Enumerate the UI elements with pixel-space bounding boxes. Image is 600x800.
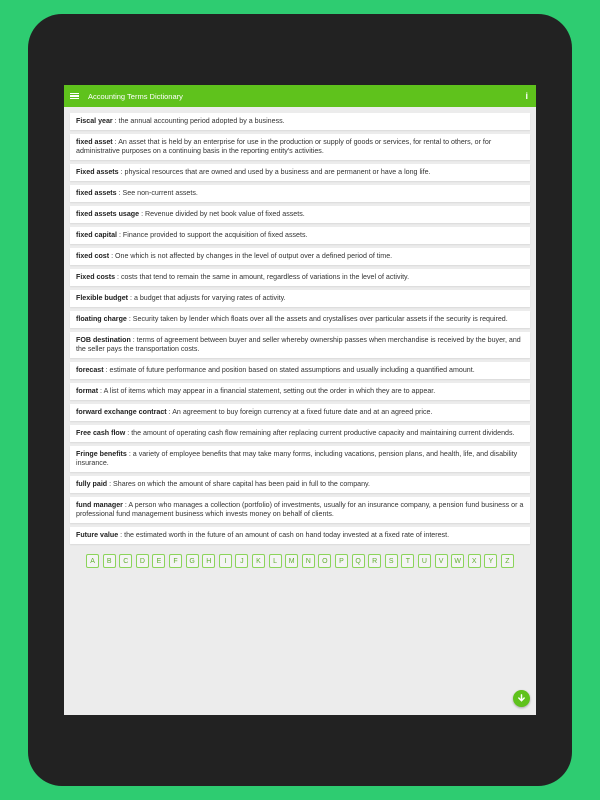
- term-definition: : the amount of operating cash flow remaining after replacing current productive capacity and maintaining current dividends.: [125, 429, 515, 437]
- letter-key[interactable]: B: [103, 554, 116, 568]
- term-definition: : An agreement to buy foreign currency at a fixed future date and at an agreed price.: [166, 408, 433, 416]
- letter-key[interactable]: N: [302, 554, 315, 568]
- letter-key[interactable]: K: [252, 554, 265, 568]
- app-bar: [64, 85, 536, 107]
- term-definition: : Security taken by lender which floats over all the assets and crystallises over particular assets if the security is required.: [126, 315, 508, 323]
- term-name: fixed assets: [76, 189, 117, 197]
- term-definition: : a variety of employee benefits that may take many forms, including vacations, pension plans, and health, life, and disability insurance.: [76, 450, 518, 467]
- letter-key[interactable]: T: [401, 554, 414, 568]
- term-name: fund manager: [76, 501, 123, 509]
- arrow-down-icon: [517, 694, 526, 703]
- letter-key[interactable]: W: [451, 554, 464, 568]
- term-name: FOB destination: [76, 336, 131, 344]
- term-definition: : a budget that adjusts for varying rates of activity.: [128, 294, 286, 302]
- term-definition: : See non-current assets.: [116, 189, 198, 197]
- term-card[interactable]: [70, 527, 530, 544]
- term-name: fixed assets usage: [76, 210, 140, 218]
- term-definition: : the annual accounting period adopted by a business.: [112, 117, 285, 125]
- term-definition: : the estimated worth in the future of an amount of cash on hand today invested at a fixed rate of interest.: [118, 531, 450, 539]
- app-screen: [64, 85, 536, 715]
- term-definition: : costs that tend to remain the same in amount, regardless of variations in the level of activity.: [115, 273, 410, 281]
- letter-key[interactable]: I: [219, 554, 232, 568]
- term-definition: : An asset that is held by an enterprise for use in the production or supply of goods or services, for rental to others, or for administrative purposes on a continuing basis in the reporting entity's activities.: [76, 138, 492, 155]
- term-card[interactable]: [70, 227, 530, 244]
- term-card[interactable]: [70, 134, 530, 160]
- letter-key[interactable]: S: [385, 554, 398, 568]
- term-name: fully paid: [76, 480, 108, 488]
- term-card[interactable]: [70, 248, 530, 265]
- letter-key[interactable]: V: [435, 554, 448, 568]
- term-definition: : physical resources that are owned and used by a business and are permanent or have a long life.: [118, 168, 431, 176]
- term-name: Fiscal year: [76, 117, 113, 125]
- letter-key[interactable]: Q: [352, 554, 365, 568]
- term-card[interactable]: [70, 269, 530, 286]
- letter-key[interactable]: G: [186, 554, 199, 568]
- term-card[interactable]: [70, 446, 530, 472]
- letter-key[interactable]: D: [136, 554, 149, 568]
- letter-key[interactable]: U: [418, 554, 431, 568]
- term-name: fixed capital: [76, 231, 118, 239]
- term-definition: : Revenue divided by net book value of fixed assets.: [139, 210, 305, 218]
- letter-key[interactable]: M: [285, 554, 298, 568]
- info-icon[interactable]: i: [525, 91, 528, 101]
- scroll-down-button[interactable]: [513, 690, 530, 707]
- letter-key[interactable]: X: [468, 554, 481, 568]
- term-name: Flexible budget: [76, 294, 129, 302]
- term-definition: : terms of agreement between buyer and seller whereby ownership passes when merchandise is received by the buyer, and the seller pays the transportation costs.: [76, 336, 521, 353]
- term-card[interactable]: [70, 425, 530, 442]
- term-name: fixed cost: [76, 252, 110, 260]
- term-card[interactable]: [70, 497, 530, 523]
- term-card[interactable]: [70, 185, 530, 202]
- letter-key[interactable]: E: [152, 554, 165, 568]
- menu-icon[interactable]: [70, 93, 79, 100]
- letter-key[interactable]: H: [202, 554, 215, 568]
- term-definition: : estimate of future performance and position based on stated assumptions and usually including a quantified amount.: [103, 366, 475, 374]
- term-card[interactable]: [70, 311, 530, 328]
- term-definition: : A list of items which may appear in a financial statement, setting out the order in which they are to appear.: [98, 387, 436, 395]
- letter-key[interactable]: L: [269, 554, 282, 568]
- letter-key[interactable]: A: [86, 554, 99, 568]
- app-title: Accounting Terms Dictionary: [88, 91, 183, 101]
- letter-key[interactable]: O: [318, 554, 331, 568]
- term-name: Fixed costs: [76, 273, 116, 281]
- term-card[interactable]: [70, 362, 530, 379]
- term-name: format: [76, 387, 99, 395]
- letter-key[interactable]: Z: [501, 554, 514, 568]
- term-definition: : Finance provided to support the acquisition of fixed assets.: [117, 231, 308, 239]
- term-card[interactable]: [70, 164, 530, 181]
- letter-key[interactable]: P: [335, 554, 348, 568]
- term-name: Fringe benefits: [76, 450, 127, 458]
- term-name: Fixed assets: [76, 168, 119, 176]
- term-definition: : A person who manages a collection (portfolio) of investments, usually for an insurance company, a pension fund business or a professional fund management business which invests money on behalf of clients.: [76, 501, 524, 518]
- letter-key[interactable]: F: [169, 554, 182, 568]
- term-name: Free cash flow: [76, 429, 126, 437]
- term-name: fixed asset: [76, 138, 113, 146]
- term-card[interactable]: [70, 383, 530, 400]
- term-name: Future value: [76, 531, 119, 539]
- term-list: [64, 107, 536, 544]
- letter-key[interactable]: Y: [484, 554, 497, 568]
- letter-key[interactable]: C: [119, 554, 132, 568]
- term-card[interactable]: [70, 404, 530, 421]
- term-name: floating charge: [76, 315, 127, 323]
- term-name: forward exchange contract: [76, 408, 167, 416]
- term-card[interactable]: [70, 290, 530, 307]
- term-definition: : One which is not affected by changes in the level of output over a defined period of time.: [109, 252, 393, 260]
- term-card[interactable]: [70, 332, 530, 358]
- letter-key[interactable]: J: [235, 554, 248, 568]
- alphabet-index: [64, 548, 536, 568]
- letter-key[interactable]: R: [368, 554, 381, 568]
- term-card[interactable]: [70, 206, 530, 223]
- term-card[interactable]: [70, 113, 530, 130]
- term-name: forecast: [76, 366, 104, 374]
- term-definition: : Shares on which the amount of share capital has been paid in full to the company.: [107, 480, 371, 488]
- term-card[interactable]: [70, 476, 530, 493]
